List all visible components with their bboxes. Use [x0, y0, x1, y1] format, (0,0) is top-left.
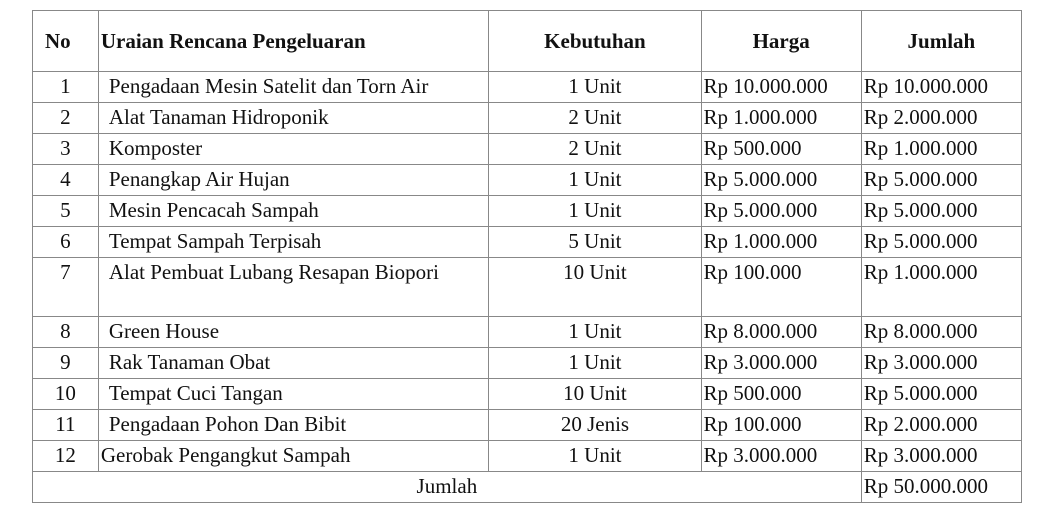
- row-price: Rp 1.000.000: [701, 103, 861, 134]
- total-label: Jumlah: [33, 472, 862, 503]
- total-row: [33, 472, 1022, 503]
- row-no: 6: [33, 227, 99, 258]
- table-row: [33, 258, 1022, 317]
- row-price: Rp 10.000.000: [701, 72, 861, 103]
- row-no: 9: [33, 348, 99, 379]
- row-description: Rak Tanaman Obat: [98, 348, 489, 379]
- row-need: 20 Jenis: [489, 410, 701, 441]
- row-need: 1 Unit: [489, 72, 701, 103]
- row-description: Komposter: [98, 134, 489, 165]
- table-row: [33, 72, 1022, 103]
- row-total: Rp 1.000.000: [861, 134, 1021, 165]
- row-total: Rp 3.000.000: [861, 348, 1021, 379]
- row-no: 12: [33, 441, 99, 472]
- row-description: Pengadaan Pohon Dan Bibit: [98, 410, 489, 441]
- row-no: 4: [33, 165, 99, 196]
- row-price: Rp 1.000.000: [701, 227, 861, 258]
- row-no: 10: [33, 379, 99, 410]
- row-total: Rp 10.000.000: [861, 72, 1021, 103]
- table-row: [33, 227, 1022, 258]
- row-need: 1 Unit: [489, 348, 701, 379]
- row-description: Gerobak Pengangkut Sampah: [98, 441, 489, 472]
- row-price: Rp 500.000: [701, 134, 861, 165]
- row-no: 2: [33, 103, 99, 134]
- row-total: Rp 2.000.000: [861, 103, 1021, 134]
- row-need: 10 Unit: [489, 258, 701, 317]
- row-price: Rp 3.000.000: [701, 348, 861, 379]
- header-total: Jumlah: [861, 11, 1021, 72]
- row-need: 1 Unit: [489, 165, 701, 196]
- row-description: Alat Pembuat Lubang Resapan Biopori: [98, 258, 489, 317]
- row-price: Rp 3.000.000: [701, 441, 861, 472]
- row-total: Rp 3.000.000: [861, 441, 1021, 472]
- row-need: 2 Unit: [489, 134, 701, 165]
- row-price: Rp 100.000: [701, 410, 861, 441]
- row-total: Rp 5.000.000: [861, 196, 1021, 227]
- row-price: Rp 500.000: [701, 379, 861, 410]
- row-need: 2 Unit: [489, 103, 701, 134]
- row-price: Rp 5.000.000: [701, 165, 861, 196]
- grand-total: Rp 50.000.000: [861, 472, 1021, 503]
- header-need: Kebutuhan: [489, 11, 701, 72]
- row-no: 3: [33, 134, 99, 165]
- row-no: 11: [33, 410, 99, 441]
- row-no: 5: [33, 196, 99, 227]
- table-row: [33, 348, 1022, 379]
- table-row: [33, 196, 1022, 227]
- row-need: 1 Unit: [489, 317, 701, 348]
- row-description: Tempat Sampah Terpisah: [98, 227, 489, 258]
- header-price: Harga: [701, 11, 861, 72]
- table-row: [33, 165, 1022, 196]
- row-price: Rp 8.000.000: [701, 317, 861, 348]
- row-description: Penangkap Air Hujan: [98, 165, 489, 196]
- row-total: Rp 8.000.000: [861, 317, 1021, 348]
- row-description: Mesin Pencacah Sampah: [98, 196, 489, 227]
- budget-table: [32, 10, 1022, 503]
- row-total: Rp 5.000.000: [861, 379, 1021, 410]
- table-row: [33, 441, 1022, 472]
- header-no: No: [33, 11, 99, 72]
- table-row: [33, 317, 1022, 348]
- row-need: 10 Unit: [489, 379, 701, 410]
- row-need: 5 Unit: [489, 227, 701, 258]
- row-description: Pengadaan Mesin Satelit dan Torn Air: [98, 72, 489, 103]
- table-row: [33, 379, 1022, 410]
- row-price: Rp 100.000: [701, 258, 861, 317]
- table-row: [33, 410, 1022, 441]
- row-description: Alat Tanaman Hidroponik: [98, 103, 489, 134]
- table-row: [33, 103, 1022, 134]
- row-need: 1 Unit: [489, 441, 701, 472]
- table-row: [33, 134, 1022, 165]
- row-total: Rp 5.000.000: [861, 165, 1021, 196]
- row-need: 1 Unit: [489, 196, 701, 227]
- row-description: Green House: [98, 317, 489, 348]
- header-row: [33, 11, 1022, 72]
- row-price: Rp 5.000.000: [701, 196, 861, 227]
- row-total: Rp 5.000.000: [861, 227, 1021, 258]
- row-total: Rp 1.000.000: [861, 258, 1021, 317]
- row-no: 1: [33, 72, 99, 103]
- row-no: 8: [33, 317, 99, 348]
- row-total: Rp 2.000.000: [861, 410, 1021, 441]
- header-description: Uraian Rencana Pengeluaran: [98, 11, 489, 72]
- row-no: 7: [33, 258, 99, 317]
- row-description: Tempat Cuci Tangan: [98, 379, 489, 410]
